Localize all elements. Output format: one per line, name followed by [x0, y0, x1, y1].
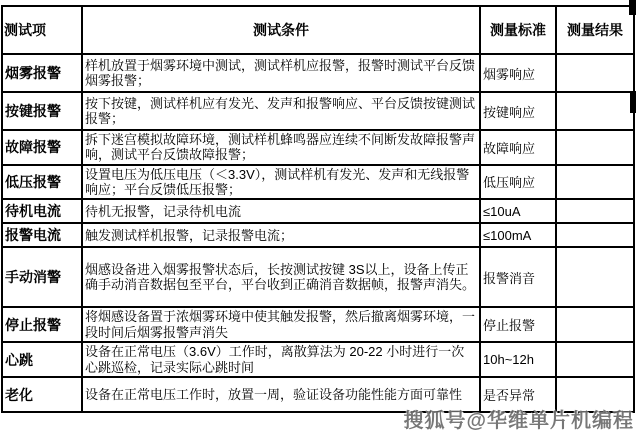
measure-standard-value: ≤10uA — [480, 199, 556, 223]
scan-edge-artifact — [630, 91, 636, 113]
table-row — [2, 342, 634, 377]
sohu-account-watermark: 搜狐号@华维单片机编程 — [403, 410, 634, 432]
test-condition-text: 待机无报警，记录待机电流 — [82, 199, 480, 223]
test-condition-text: 按下按键，测试样机应有发光、发声和报警响应、平台反馈按键测试报警； — [82, 92, 480, 130]
measure-standard-value: 低压响应 — [480, 165, 556, 200]
header-test-item: 测试项 — [2, 6, 82, 54]
table-row — [2, 377, 634, 412]
table-row — [2, 247, 634, 307]
test-condition-text: 样机放置于烟雾环境中测试，测试样机应报警，报警时测试平台反馈烟雾报警； — [82, 54, 480, 92]
measure-standard-value: 按键响应 — [480, 92, 556, 130]
test-condition-text: 将烟感设备置于浓烟雾环境中使其触发报警，然后撤离烟雾环境，一段时间后烟雾报警声消失 — [82, 307, 480, 342]
test-condition-text: 设备在正常电压（3.6V）工作时，离散算法为 20-22 小时进行一次心跳巡检，记录实际心跳时间 — [82, 342, 480, 377]
table-row — [2, 223, 634, 247]
test-item-label: 低压报警 — [2, 165, 82, 200]
test-condition-text: 触发测试样机报警，记录报警电流； — [82, 223, 480, 247]
measure-standard-value: 报警消音 — [480, 247, 556, 307]
table-row — [2, 130, 634, 165]
table-row — [2, 54, 634, 92]
measure-result-cell — [556, 54, 634, 92]
header-test-condition: 测试条件 — [82, 6, 480, 54]
measure-result-cell — [556, 92, 634, 130]
table-row — [2, 165, 634, 200]
table-header-row — [2, 6, 634, 54]
test-item-label: 老化 — [2, 377, 82, 412]
measure-result-cell — [556, 377, 634, 412]
test-item-label: 停止报警 — [2, 307, 82, 342]
test-item-label: 手动消警 — [2, 247, 82, 307]
measure-standard-value: 10h~12h — [480, 342, 556, 377]
measure-standard-value: 烟雾响应 — [480, 54, 556, 92]
test-condition-text: 设备在正常电压工作时，放置一周，验证设备功能性能方面可靠性 — [82, 377, 480, 412]
test-condition-text: 拆下迷宫模拟故障环境，测试样机蜂鸣器应连续不间断发故障报警声响，测试平台反馈故障报警； — [82, 130, 480, 165]
measure-result-cell — [556, 130, 634, 165]
test-item-label: 烟雾报警 — [2, 54, 82, 92]
measure-result-cell — [556, 165, 634, 200]
test-condition-text: 烟感设备进入烟雾报警状态后，长按测试按键 3S以上，设备上传正确手动消音数据包至平台，平台收到正确消音数据帧，报警声消失。 — [82, 247, 480, 307]
header-measure-standard: 测量标准 — [480, 6, 556, 54]
measure-standard-value: 故障响应 — [480, 130, 556, 165]
measure-standard-value: ≤100mA — [480, 223, 556, 247]
table-row — [2, 92, 634, 130]
measure-standard-value: 是否异常 — [480, 377, 556, 412]
header-measure-result: 测量结果 — [556, 6, 634, 54]
test-condition-text: 设置电压为低压电压（＜3.3V），测试样机有发光、发声和无线报警响应；平台反馈低压报警； — [82, 165, 480, 200]
measure-result-cell — [556, 223, 634, 247]
measure-result-cell — [556, 199, 634, 223]
measure-result-cell — [556, 247, 634, 307]
test-item-label: 报警电流 — [2, 223, 82, 247]
smoke-alarm-test-table — [1, 5, 635, 413]
measure-standard-value: 停止报警 — [480, 307, 556, 342]
scan-edge-artifact — [629, 0, 636, 15]
test-item-label: 故障报警 — [2, 130, 82, 165]
table-row — [2, 307, 634, 342]
test-item-label: 心跳 — [2, 342, 82, 377]
measure-result-cell — [556, 342, 634, 377]
test-item-label: 待机电流 — [2, 199, 82, 223]
table-row — [2, 199, 634, 223]
test-item-label: 按键报警 — [2, 92, 82, 130]
measure-result-cell — [556, 307, 634, 342]
